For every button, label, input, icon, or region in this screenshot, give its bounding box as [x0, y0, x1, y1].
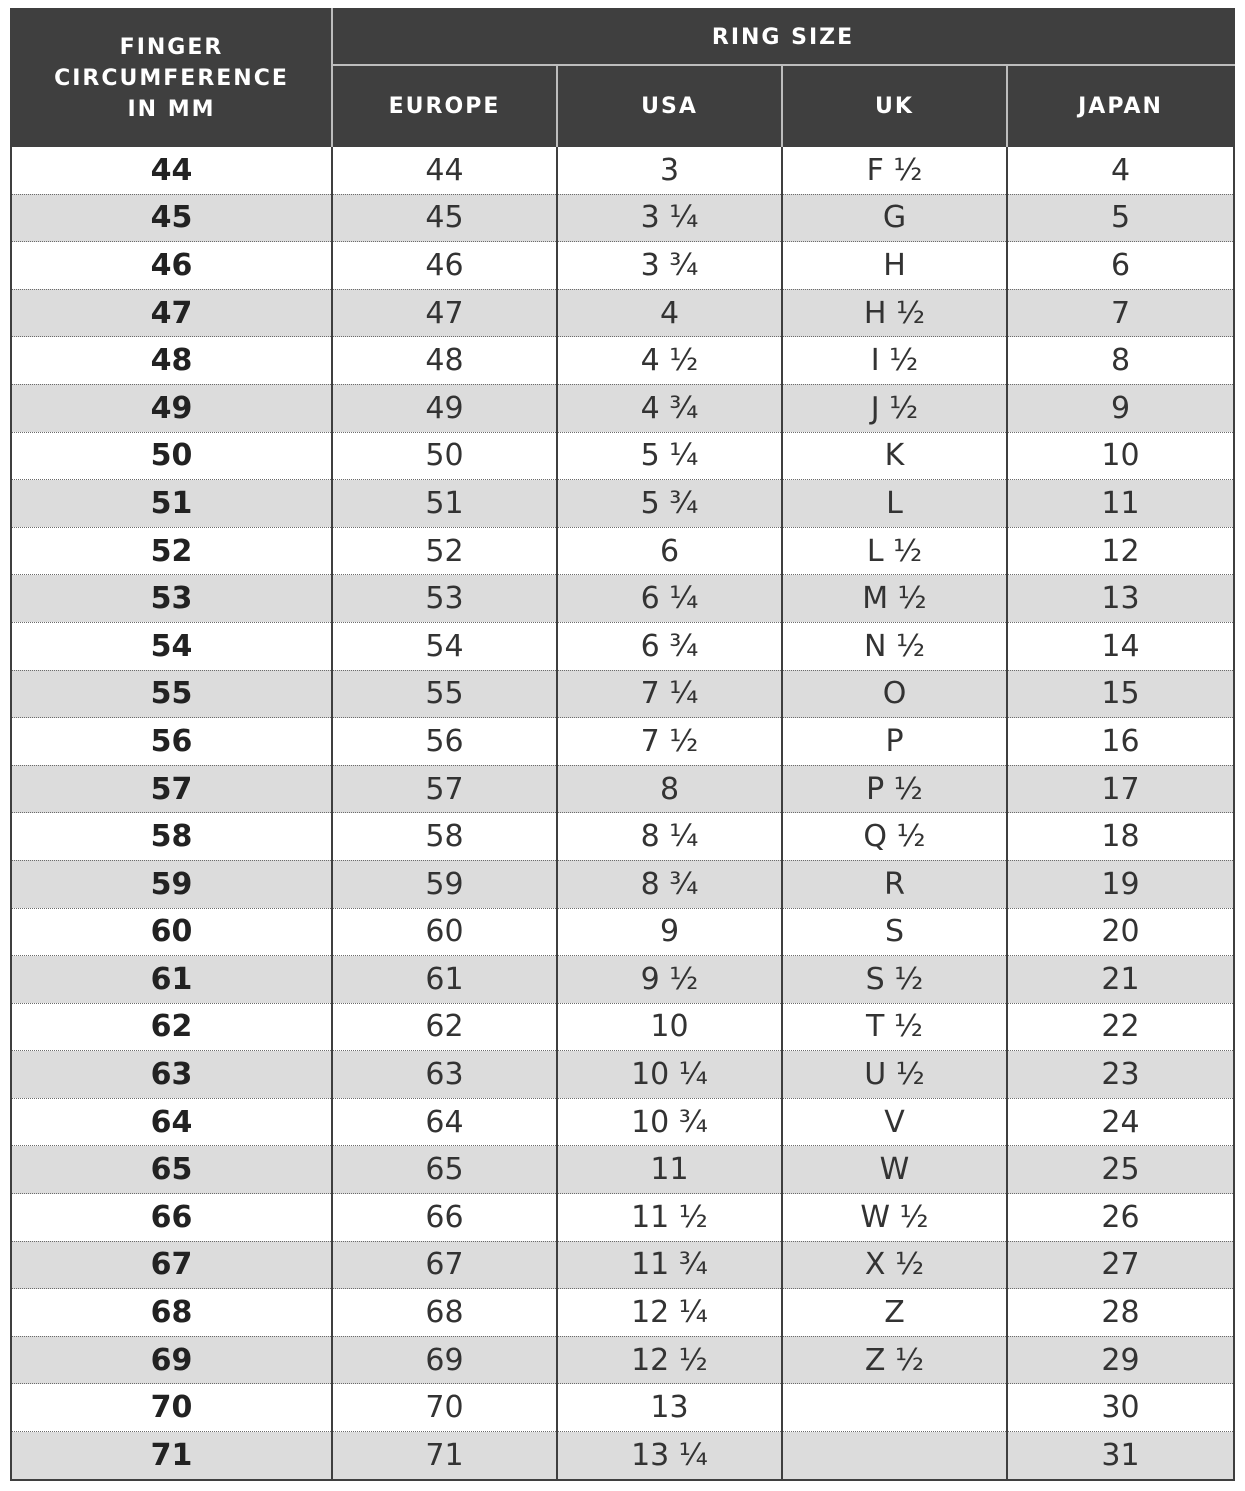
japan-cell: 15	[1007, 670, 1234, 718]
usa-cell: 10 ¾	[557, 1098, 782, 1146]
europe-cell: 63	[332, 1051, 557, 1099]
usa-cell: 3 ¾	[557, 242, 782, 290]
usa-cell: 9	[557, 908, 782, 956]
table-row	[11, 1289, 1234, 1337]
circumference-cell: 54	[11, 622, 332, 670]
usa-cell: 11 ½	[557, 1194, 782, 1242]
circumference-cell: 68	[11, 1289, 332, 1337]
uk-cell: H	[782, 242, 1007, 290]
table-row	[11, 1146, 1234, 1194]
japan-cell: 21	[1007, 956, 1234, 1004]
circumference-cell: 63	[11, 1051, 332, 1099]
table-row	[11, 527, 1234, 575]
europe-cell: 62	[332, 1003, 557, 1051]
circumference-cell: 48	[11, 337, 332, 385]
uk-cell: K	[782, 432, 1007, 480]
usa-cell: 6 ¾	[557, 622, 782, 670]
circumference-cell: 64	[11, 1098, 332, 1146]
europe-cell: 45	[332, 194, 557, 242]
uk-cell: T ½	[782, 1003, 1007, 1051]
japan-cell: 4	[1007, 147, 1234, 194]
uk-cell: L	[782, 480, 1007, 528]
table-row	[11, 908, 1234, 956]
japan-cell: 26	[1007, 1194, 1234, 1242]
europe-cell: 44	[332, 147, 557, 194]
uk-cell: G	[782, 194, 1007, 242]
uk-cell: H ½	[782, 289, 1007, 337]
table-row	[11, 289, 1234, 337]
table-row	[11, 242, 1234, 290]
usa-cell: 3	[557, 147, 782, 194]
table-row	[11, 1003, 1234, 1051]
uk-cell: I ½	[782, 337, 1007, 385]
table-row	[11, 670, 1234, 718]
table-row	[11, 384, 1234, 432]
europe-cell: 48	[332, 337, 557, 385]
table-row	[11, 718, 1234, 766]
table-row	[11, 622, 1234, 670]
circumference-cell: 55	[11, 670, 332, 718]
europe-cell: 59	[332, 860, 557, 908]
column-header-uk: UK	[782, 65, 1007, 147]
japan-cell: 13	[1007, 575, 1234, 623]
uk-cell: P ½	[782, 765, 1007, 813]
table-row	[11, 337, 1234, 385]
usa-cell: 9 ½	[557, 956, 782, 1004]
circumference-cell: 51	[11, 480, 332, 528]
japan-cell: 27	[1007, 1241, 1234, 1289]
europe-cell: 55	[332, 670, 557, 718]
europe-cell: 69	[332, 1336, 557, 1384]
circumference-cell: 69	[11, 1336, 332, 1384]
japan-cell: 17	[1007, 765, 1234, 813]
usa-cell: 4	[557, 289, 782, 337]
circumference-cell: 65	[11, 1146, 332, 1194]
table-row	[11, 813, 1234, 861]
table-row	[11, 956, 1234, 1004]
circumference-cell: 62	[11, 1003, 332, 1051]
uk-cell: L ½	[782, 527, 1007, 575]
uk-cell	[782, 1432, 1007, 1480]
circumference-cell: 47	[11, 289, 332, 337]
ring-size-table	[10, 8, 1235, 1481]
circumference-cell: 52	[11, 527, 332, 575]
usa-cell: 13	[557, 1384, 782, 1432]
europe-cell: 68	[332, 1289, 557, 1337]
uk-cell: O	[782, 670, 1007, 718]
circumference-cell: 49	[11, 384, 332, 432]
usa-cell: 13 ¼	[557, 1432, 782, 1480]
usa-cell: 7 ¼	[557, 670, 782, 718]
circumference-cell: 53	[11, 575, 332, 623]
europe-cell: 52	[332, 527, 557, 575]
europe-cell: 56	[332, 718, 557, 766]
japan-cell: 18	[1007, 813, 1234, 861]
table-row	[11, 147, 1234, 194]
usa-cell: 5 ¾	[557, 480, 782, 528]
circumference-cell: 71	[11, 1432, 332, 1480]
table-row	[11, 432, 1234, 480]
uk-cell: F ½	[782, 147, 1007, 194]
finger-circumference-header	[11, 9, 332, 147]
europe-cell: 51	[332, 480, 557, 528]
usa-cell: 3 ¼	[557, 194, 782, 242]
table-row	[11, 480, 1234, 528]
europe-cell: 58	[332, 813, 557, 861]
usa-cell: 12 ½	[557, 1336, 782, 1384]
table-row	[11, 1432, 1234, 1480]
usa-cell: 8 ¾	[557, 860, 782, 908]
uk-cell: S	[782, 908, 1007, 956]
usa-cell: 5 ¼	[557, 432, 782, 480]
usa-cell: 12 ¼	[557, 1289, 782, 1337]
europe-cell: 71	[332, 1432, 557, 1480]
table-header	[11, 9, 1234, 147]
table-row	[11, 1098, 1234, 1146]
circumference-cell: 61	[11, 956, 332, 1004]
europe-cell: 60	[332, 908, 557, 956]
uk-cell: M ½	[782, 575, 1007, 623]
europe-cell: 53	[332, 575, 557, 623]
uk-cell: J ½	[782, 384, 1007, 432]
uk-cell	[782, 1384, 1007, 1432]
usa-cell: 7 ½	[557, 718, 782, 766]
circumference-cell: 46	[11, 242, 332, 290]
europe-cell: 49	[332, 384, 557, 432]
table-row	[11, 575, 1234, 623]
column-header-europe: EUROPE	[332, 65, 557, 147]
japan-cell: 9	[1007, 384, 1234, 432]
europe-cell: 61	[332, 956, 557, 1004]
japan-cell: 16	[1007, 718, 1234, 766]
circumference-cell: 57	[11, 765, 332, 813]
europe-cell: 64	[332, 1098, 557, 1146]
japan-cell: 12	[1007, 527, 1234, 575]
europe-cell: 50	[332, 432, 557, 480]
table-row	[11, 1384, 1234, 1432]
europe-cell: 46	[332, 242, 557, 290]
table-row	[11, 1241, 1234, 1289]
japan-cell: 7	[1007, 289, 1234, 337]
circumference-cell: 70	[11, 1384, 332, 1432]
uk-cell: P	[782, 718, 1007, 766]
japan-cell: 14	[1007, 622, 1234, 670]
header-line-2: CIRCUMFERENCE	[54, 66, 289, 91]
usa-cell: 6 ¼	[557, 575, 782, 623]
table-row	[11, 1336, 1234, 1384]
column-header-japan: JAPAN	[1007, 65, 1234, 147]
uk-cell: R	[782, 860, 1007, 908]
japan-cell: 24	[1007, 1098, 1234, 1146]
uk-cell: V	[782, 1098, 1007, 1146]
japan-cell: 8	[1007, 337, 1234, 385]
uk-cell: W	[782, 1146, 1007, 1194]
uk-cell: Q ½	[782, 813, 1007, 861]
usa-cell: 10 ¼	[557, 1051, 782, 1099]
usa-cell: 4 ¾	[557, 384, 782, 432]
japan-cell: 19	[1007, 860, 1234, 908]
uk-cell: S ½	[782, 956, 1007, 1004]
circumference-cell: 60	[11, 908, 332, 956]
uk-cell: W ½	[782, 1194, 1007, 1242]
japan-cell: 22	[1007, 1003, 1234, 1051]
uk-cell: Z ½	[782, 1336, 1007, 1384]
japan-cell: 5	[1007, 194, 1234, 242]
usa-cell: 8 ¼	[557, 813, 782, 861]
europe-cell: 57	[332, 765, 557, 813]
table-row	[11, 765, 1234, 813]
column-header-usa: USA	[557, 65, 782, 147]
circumference-cell: 44	[11, 147, 332, 194]
uk-cell: Z	[782, 1289, 1007, 1337]
circumference-cell: 66	[11, 1194, 332, 1242]
japan-cell: 31	[1007, 1432, 1234, 1480]
table-row	[11, 860, 1234, 908]
usa-cell: 6	[557, 527, 782, 575]
europe-cell: 70	[332, 1384, 557, 1432]
header-line-1: FINGER	[119, 35, 224, 60]
usa-cell: 11 ¾	[557, 1241, 782, 1289]
usa-cell: 11	[557, 1146, 782, 1194]
europe-cell: 66	[332, 1194, 557, 1242]
uk-cell: N ½	[782, 622, 1007, 670]
japan-cell: 20	[1007, 908, 1234, 956]
circumference-cell: 45	[11, 194, 332, 242]
usa-cell: 8	[557, 765, 782, 813]
table-row	[11, 1194, 1234, 1242]
europe-cell: 67	[332, 1241, 557, 1289]
ring-size-group-header: RING SIZE	[332, 9, 1234, 65]
europe-cell: 54	[332, 622, 557, 670]
japan-cell: 29	[1007, 1336, 1234, 1384]
circumference-cell: 67	[11, 1241, 332, 1289]
table-row	[11, 194, 1234, 242]
japan-cell: 25	[1007, 1146, 1234, 1194]
circumference-cell: 50	[11, 432, 332, 480]
japan-cell: 28	[1007, 1289, 1234, 1337]
circumference-cell: 56	[11, 718, 332, 766]
japan-cell: 6	[1007, 242, 1234, 290]
japan-cell: 23	[1007, 1051, 1234, 1099]
japan-cell: 11	[1007, 480, 1234, 528]
usa-cell: 4 ½	[557, 337, 782, 385]
header-line-3: IN MM	[127, 97, 216, 122]
usa-cell: 10	[557, 1003, 782, 1051]
circumference-cell: 59	[11, 860, 332, 908]
japan-cell: 30	[1007, 1384, 1234, 1432]
japan-cell: 10	[1007, 432, 1234, 480]
europe-cell: 47	[332, 289, 557, 337]
uk-cell: X ½	[782, 1241, 1007, 1289]
table-row	[11, 1051, 1234, 1099]
ring-size-chart	[10, 8, 1233, 1481]
table-body	[11, 147, 1234, 1480]
europe-cell: 65	[332, 1146, 557, 1194]
circumference-cell: 58	[11, 813, 332, 861]
uk-cell: U ½	[782, 1051, 1007, 1099]
